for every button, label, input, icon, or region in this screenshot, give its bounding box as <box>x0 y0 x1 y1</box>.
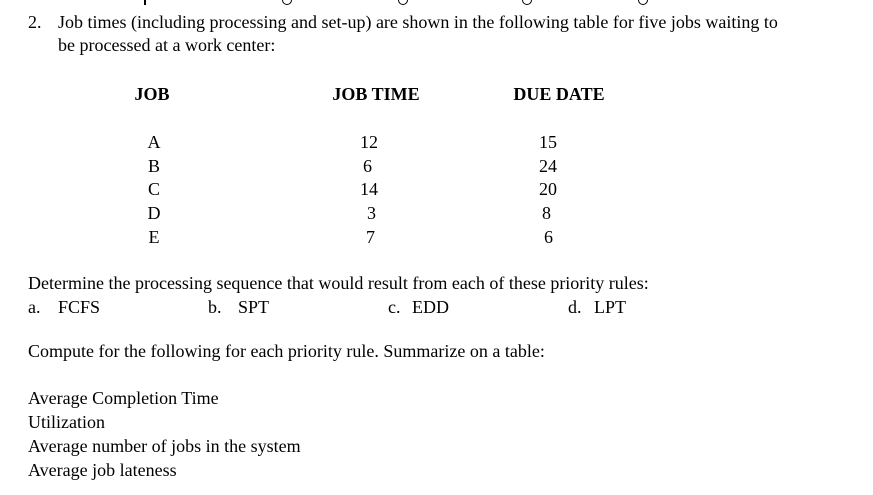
due-cell: 6 <box>544 227 553 247</box>
time-cell: 7 <box>366 227 375 247</box>
header-job-time: JOB TIME <box>332 84 420 104</box>
clipped-text-fragment <box>282 0 292 5</box>
job-cell: C <box>147 179 160 199</box>
header-due-date: DUE DATE <box>513 84 605 104</box>
header-job: JOB <box>134 84 170 104</box>
clipped-text-fragment <box>638 0 648 5</box>
rule-name: SPT <box>238 297 270 317</box>
compute-text: Compute for the following for each priority rule. Summarize on a table: <box>28 341 545 361</box>
job-cell: A <box>147 132 161 152</box>
rule-letter: b. <box>208 297 222 317</box>
rule-letter: c. <box>388 297 401 317</box>
question-line-1: Job times (including processing and set-up) are shown in the following table for five jobs waiting to <box>58 12 778 32</box>
due-cell: 15 <box>539 132 557 152</box>
clipped-text-fragment <box>398 0 408 5</box>
rule-name: FCFS <box>58 297 101 317</box>
rule-letter: d. <box>568 297 582 317</box>
measure-item: Utilization <box>28 412 105 432</box>
due-cell: 8 <box>542 203 551 223</box>
rule-letter: a. <box>28 297 41 317</box>
measure-item: Average Completion Time <box>28 388 219 408</box>
measure-item: Average job lateness <box>28 460 177 480</box>
question-line-2: be processed at a work center: <box>58 35 276 55</box>
job-cell: D <box>147 203 161 223</box>
determine-text: Determine the processing sequence that would result from each of these priority rules: <box>28 273 649 293</box>
time-cell: 14 <box>360 179 378 199</box>
question-number: 2. <box>28 12 42 32</box>
time-cell: 12 <box>360 132 378 152</box>
clipped-text-fragment <box>144 0 146 5</box>
due-cell: 20 <box>539 179 557 199</box>
due-cell: 24 <box>539 156 557 176</box>
time-cell: 6 <box>363 156 372 176</box>
measure-item: Average number of jobs in the system <box>28 436 301 456</box>
clipped-text-fragment <box>522 0 532 5</box>
job-cell: E <box>148 227 160 247</box>
rule-name: EDD <box>412 297 449 317</box>
rule-name: LPT <box>594 297 627 317</box>
job-cell: B <box>147 156 160 176</box>
time-cell: 3 <box>367 203 376 223</box>
